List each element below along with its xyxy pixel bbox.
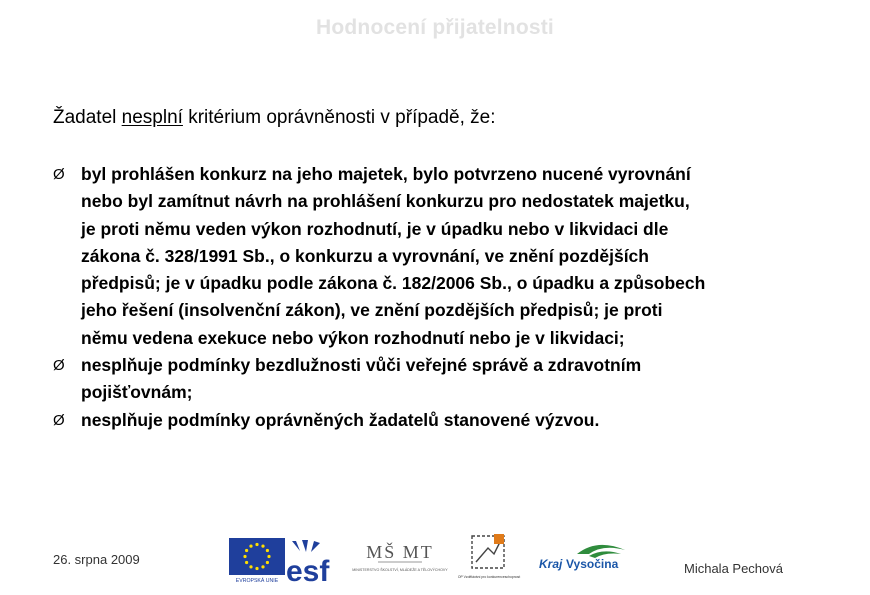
bullet-item-insolvency [53,161,813,352]
esf-text: esf [286,555,330,588]
bullet-line: byl prohlášen konkurz na jeho majetek, bylo potvrzeno nucené vyrovnání [81,164,691,184]
op-vk-logo [458,530,520,582]
bullet-line: pojišťovnám; [81,382,193,403]
bullet-line: jeho řešení (insolvenční zákon), ve znění pozdějších předpisů; je proti [81,300,663,321]
kraj-text-1: Kraj [539,557,563,571]
lead-sentence [53,107,496,129]
bullet-line: nesplňuje podmínky bezdlužnosti vůči veřejné správě a zdravotním [81,355,642,376]
eu-flag-logo [229,538,285,584]
footer-author: Michala Pechová [684,561,783,576]
kraj-text-2: Vysočina [566,557,619,571]
lead-before: Žadatel [53,107,122,128]
op-caption: OP Vzdělávání pro konkurenceschopnost [457,575,521,579]
bullet-line: předpisů; je v úpadku podle zákona č. 182/2006 Sb., o úpadku a způsobech [81,273,706,294]
kraj-vysocina-logo [537,540,629,576]
page-title: Hodnocení přijatelnosti [316,16,554,39]
msmt-text: MŠ MT [366,542,434,562]
eu-caption: EVROPSKÁ UNIE [235,578,279,584]
esf-logo [284,537,336,588]
bullet-item-eligibility [53,407,813,434]
bullet-line: němu vedena exekuce nebo výkon rozhodnutí nebo je v likvidaci; [81,327,625,348]
bullet-list [53,161,813,434]
lead-underlined: nesplní [121,107,183,128]
footer-date: 26. srpna 2009 [53,552,140,567]
arrow-bullet-icon: Ø [53,411,65,429]
arrow-bullet-icon: Ø [53,357,65,375]
bullet-line: zákona č. 328/1991 Sb., o konkurzu a vyrovnání, ve znění pozdějších [81,245,649,266]
bullet-line: je proti němu veden výkon rozhodnutí, je v úpadku nebo v likvidaci dle [81,218,669,239]
msmt-caption: MINISTERSTVO ŠKOLSTVÍ, MLÁDEŽE A TĚLOVÝCHOVY [352,568,448,572]
bullet-item-debt [53,352,813,407]
msmt-logo [352,538,448,582]
lead-after: kritérium oprávněnosti v případě, že: [182,107,496,128]
arrow-bullet-icon: Ø [53,166,65,183]
bullet-line: nebo byl zamítnut návrh na prohlášení konkurzu pro nedostatek majetku, [81,191,690,212]
bullet-line: nesplňuje podmínky oprávněných žadatelů stanovené výzvou. [81,409,600,430]
